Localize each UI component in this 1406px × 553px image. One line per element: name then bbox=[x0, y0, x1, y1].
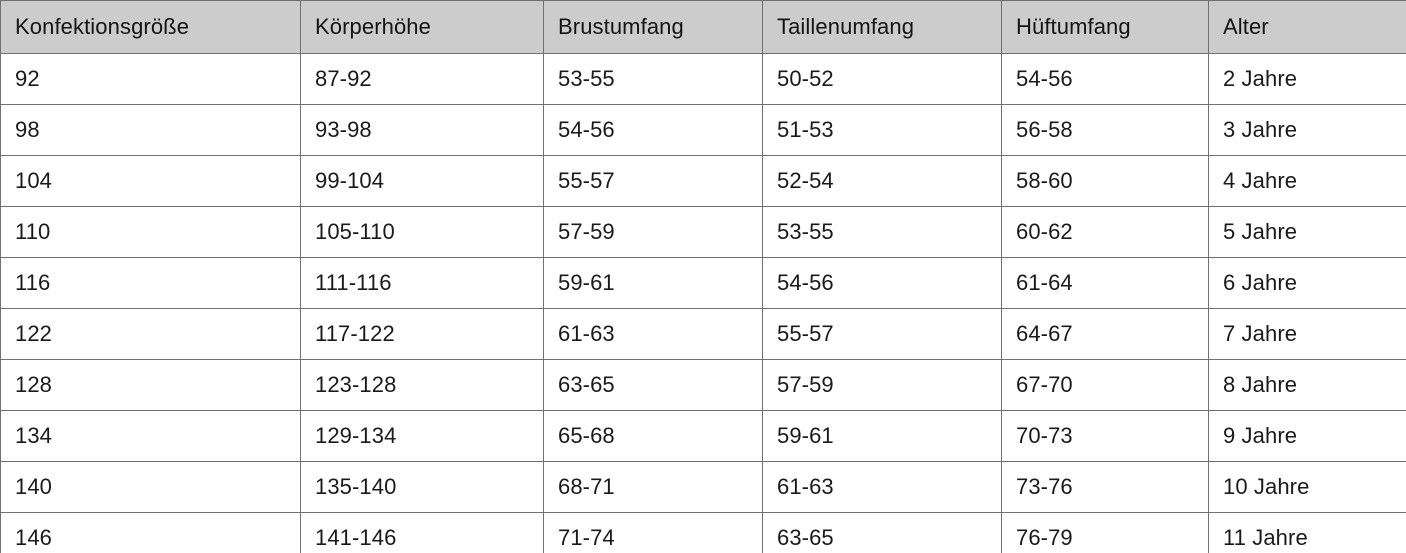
cell-koerperhoehe: 141-146 bbox=[301, 513, 544, 553]
column-header-brustumfang: Brustumfang bbox=[544, 1, 763, 54]
cell-taillenumfang: 61-63 bbox=[763, 462, 1002, 513]
cell-alter: 9 Jahre bbox=[1209, 411, 1406, 462]
cell-alter: 10 Jahre bbox=[1209, 462, 1406, 513]
table-row bbox=[1, 105, 1406, 156]
table-row bbox=[1, 462, 1406, 513]
cell-brustumfang: 54-56 bbox=[544, 105, 763, 156]
cell-koerperhoehe: 123-128 bbox=[301, 360, 544, 411]
cell-hueftumfang: 70-73 bbox=[1002, 411, 1209, 462]
cell-hueftumfang: 58-60 bbox=[1002, 156, 1209, 207]
cell-konfektionsgroesse: 98 bbox=[1, 105, 301, 156]
cell-hueftumfang: 54-56 bbox=[1002, 54, 1209, 105]
cell-taillenumfang: 57-59 bbox=[763, 360, 1002, 411]
cell-alter: 4 Jahre bbox=[1209, 156, 1406, 207]
cell-brustumfang: 55-57 bbox=[544, 156, 763, 207]
cell-hueftumfang: 76-79 bbox=[1002, 513, 1209, 553]
column-header-taillenumfang: Taillenumfang bbox=[763, 1, 1002, 54]
cell-konfektionsgroesse: 134 bbox=[1, 411, 301, 462]
column-header-alter: Alter bbox=[1209, 1, 1406, 54]
cell-alter: 2 Jahre bbox=[1209, 54, 1406, 105]
cell-alter: 6 Jahre bbox=[1209, 258, 1406, 309]
cell-brustumfang: 71-74 bbox=[544, 513, 763, 553]
cell-taillenumfang: 63-65 bbox=[763, 513, 1002, 553]
cell-konfektionsgroesse: 146 bbox=[1, 513, 301, 553]
cell-hueftumfang: 61-64 bbox=[1002, 258, 1209, 309]
column-header-konfektionsgroesse: Konfektionsgröße bbox=[1, 1, 301, 54]
cell-hueftumfang: 56-58 bbox=[1002, 105, 1209, 156]
table-body bbox=[1, 54, 1406, 553]
cell-koerperhoehe: 87-92 bbox=[301, 54, 544, 105]
cell-konfektionsgroesse: 116 bbox=[1, 258, 301, 309]
cell-koerperhoehe: 105-110 bbox=[301, 207, 544, 258]
cell-hueftumfang: 64-67 bbox=[1002, 309, 1209, 360]
cell-konfektionsgroesse: 92 bbox=[1, 54, 301, 105]
table-row bbox=[1, 513, 1406, 553]
cell-koerperhoehe: 99-104 bbox=[301, 156, 544, 207]
cell-koerperhoehe: 135-140 bbox=[301, 462, 544, 513]
cell-brustumfang: 57-59 bbox=[544, 207, 763, 258]
cell-taillenumfang: 59-61 bbox=[763, 411, 1002, 462]
table-row bbox=[1, 156, 1406, 207]
cell-taillenumfang: 52-54 bbox=[763, 156, 1002, 207]
cell-alter: 7 Jahre bbox=[1209, 309, 1406, 360]
cell-brustumfang: 59-61 bbox=[544, 258, 763, 309]
cell-konfektionsgroesse: 104 bbox=[1, 156, 301, 207]
cell-taillenumfang: 51-53 bbox=[763, 105, 1002, 156]
table-row bbox=[1, 411, 1406, 462]
cell-brustumfang: 61-63 bbox=[544, 309, 763, 360]
column-header-hueftumfang: Hüftumfang bbox=[1002, 1, 1209, 54]
cell-alter: 11 Jahre bbox=[1209, 513, 1406, 553]
cell-koerperhoehe: 111-116 bbox=[301, 258, 544, 309]
cell-hueftumfang: 67-70 bbox=[1002, 360, 1209, 411]
cell-konfektionsgroesse: 122 bbox=[1, 309, 301, 360]
table-row bbox=[1, 258, 1406, 309]
cell-taillenumfang: 50-52 bbox=[763, 54, 1002, 105]
cell-konfektionsgroesse: 110 bbox=[1, 207, 301, 258]
cell-brustumfang: 53-55 bbox=[544, 54, 763, 105]
table-row bbox=[1, 360, 1406, 411]
cell-hueftumfang: 73-76 bbox=[1002, 462, 1209, 513]
table-header bbox=[1, 1, 1406, 54]
table-row bbox=[1, 207, 1406, 258]
cell-brustumfang: 63-65 bbox=[544, 360, 763, 411]
cell-taillenumfang: 53-55 bbox=[763, 207, 1002, 258]
table-row bbox=[1, 309, 1406, 360]
column-header-koerperhoehe: Körperhöhe bbox=[301, 1, 544, 54]
cell-hueftumfang: 60-62 bbox=[1002, 207, 1209, 258]
cell-alter: 8 Jahre bbox=[1209, 360, 1406, 411]
table-row bbox=[1, 54, 1406, 105]
cell-taillenumfang: 55-57 bbox=[763, 309, 1002, 360]
cell-brustumfang: 65-68 bbox=[544, 411, 763, 462]
cell-konfektionsgroesse: 140 bbox=[1, 462, 301, 513]
cell-brustumfang: 68-71 bbox=[544, 462, 763, 513]
table-header-row bbox=[1, 1, 1406, 54]
cell-alter: 5 Jahre bbox=[1209, 207, 1406, 258]
cell-alter: 3 Jahre bbox=[1209, 105, 1406, 156]
cell-koerperhoehe: 117-122 bbox=[301, 309, 544, 360]
cell-taillenumfang: 54-56 bbox=[763, 258, 1002, 309]
cell-koerperhoehe: 129-134 bbox=[301, 411, 544, 462]
cell-konfektionsgroesse: 128 bbox=[1, 360, 301, 411]
cell-koerperhoehe: 93-98 bbox=[301, 105, 544, 156]
